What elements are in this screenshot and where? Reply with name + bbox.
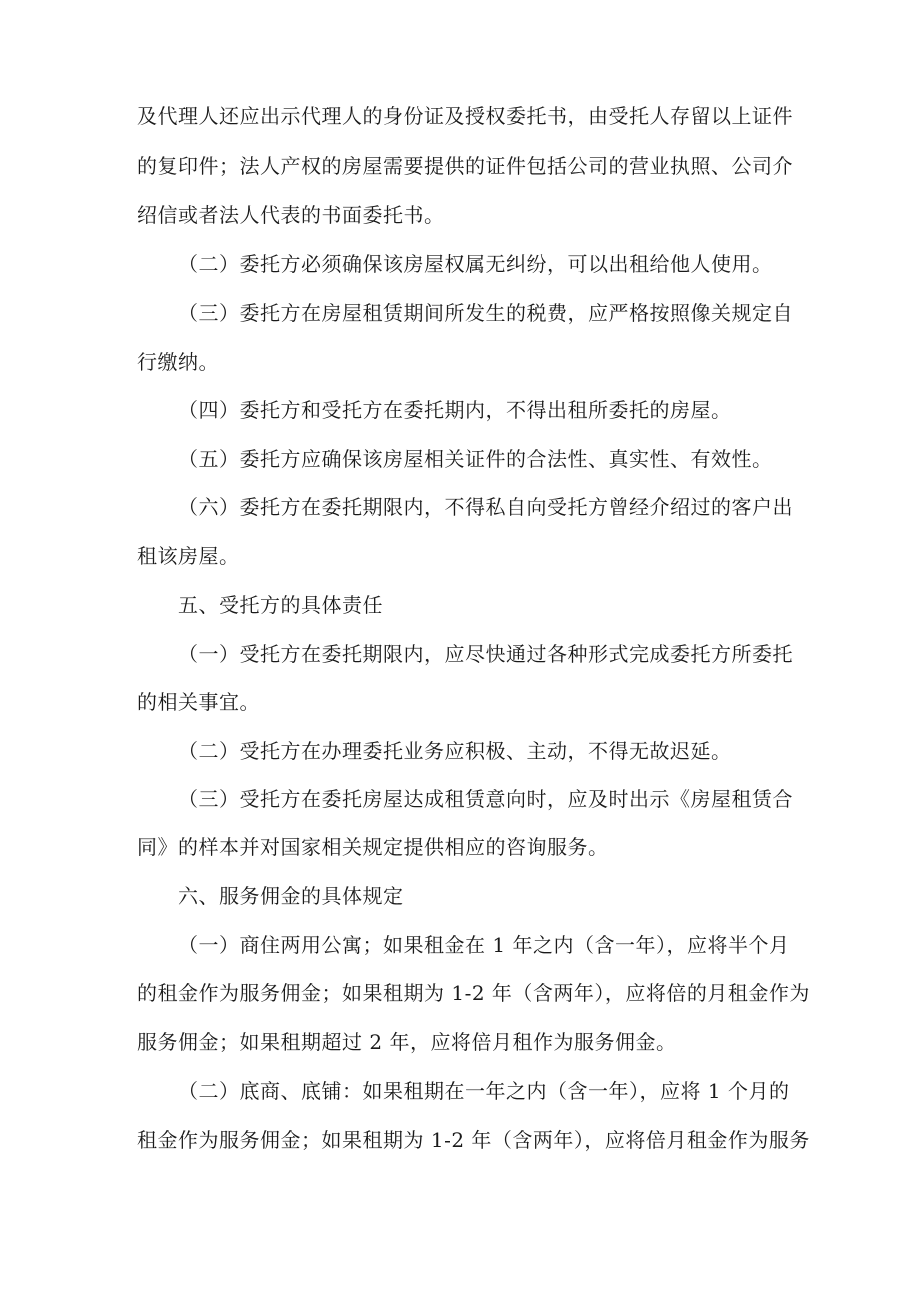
text-line: 及代理人还应出示代理人的身份证及授权委托书，由受托人存留以上证件	[137, 104, 793, 128]
section-heading: 六、服务佣金的具体规定	[178, 884, 404, 908]
text-line: 的相关事宜。	[137, 690, 260, 714]
text-line: 服务佣金；如果租期超过 2 年，应将倍月租作为服务佣金。	[137, 1030, 677, 1054]
text-line: （六）委托方在委托期限内，不得私自向受托方曾经介绍过的客户出	[178, 495, 793, 519]
text-line: 同》的样本并对国家相关规定提供相应的咨询服务。	[137, 835, 609, 859]
text-line: 的租金作为服务佣金；如果租期为 1-2 年（含两年），应将倍的月租金作为	[137, 981, 810, 1005]
text-line: 租金作为服务佣金；如果租期为 1-2 年（含两年），应将倍月租金作为服务	[137, 1128, 810, 1152]
text-line: （三）委托方在房屋租赁期间所发生的税费，应严格按照像关规定自	[178, 301, 793, 325]
text-line: 的复印件；法人产权的房屋需要提供的证件包括公司的营业执照、公司介	[137, 154, 793, 178]
text-line: （二）底商、底铺：如果租期在一年之内（含一年），应将 1 个月的	[178, 1079, 790, 1103]
text-line: 绍信或者法人代表的书面委托书。	[137, 203, 445, 227]
text-line: （四）委托方和受托方在委托期内，不得出租所委托的房屋。	[178, 398, 732, 422]
text-line: （三）受托方在委托房屋达成租赁意向时，应及时出示《房屋租赁合	[178, 787, 793, 811]
text-line: 行缴纳。	[137, 350, 219, 374]
text-line: （二）委托方必须确保该房屋权属无纠纷，可以出租给他人使用。	[178, 252, 773, 276]
text-line: （二）受托方在办理委托业务应积极、主动，不得无故迟延。	[178, 739, 732, 763]
section-heading: 五、受托方的具体责任	[178, 593, 383, 617]
text-line: 租该房屋。	[137, 544, 240, 568]
text-line: （一）受托方在委托期限内，应尽快通过各种形式完成委托方所委托	[178, 642, 793, 666]
text-line: （五）委托方应确保该房屋相关证件的合法性、真实性、有效性。	[178, 447, 773, 471]
text-line: （一）商住两用公寓；如果租金在 1 年之内（含一年），应将半个月	[178, 933, 790, 957]
